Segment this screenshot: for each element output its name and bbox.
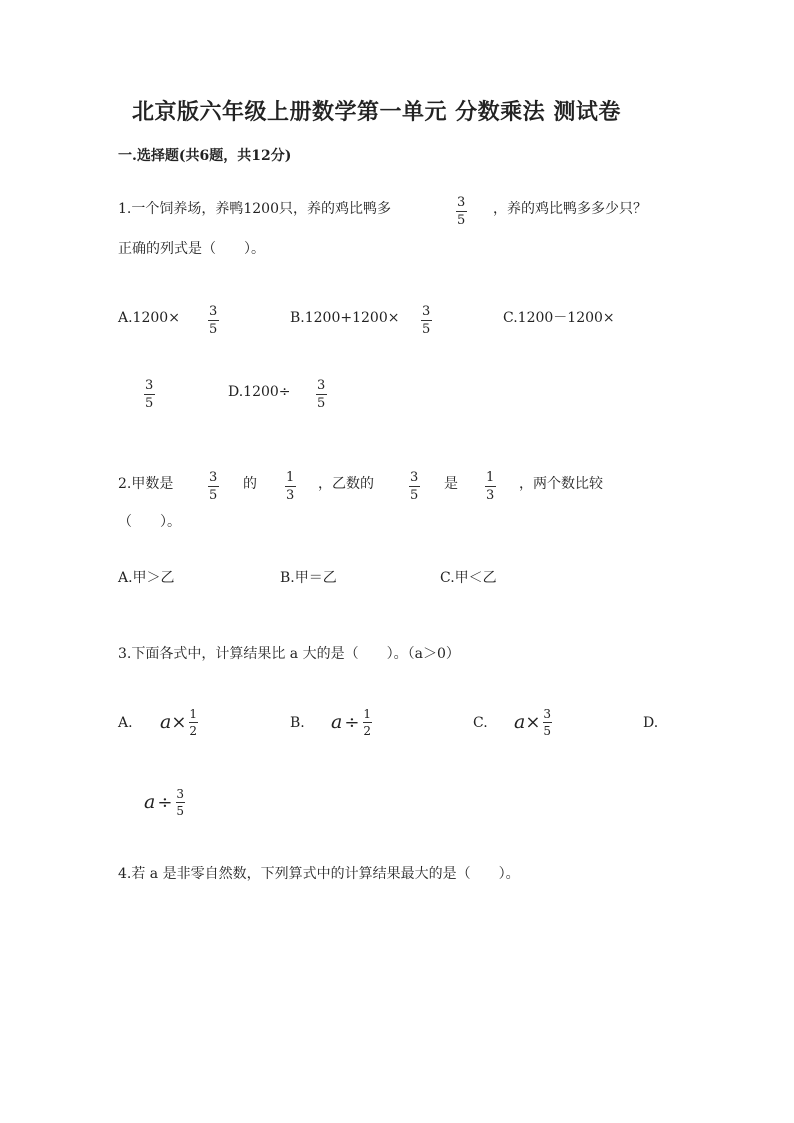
q2-stem-mid: ，乙数的: [318, 476, 374, 492]
page-title: 北京版六年级上册数学第一单元 分数乘法 测试卷: [132, 99, 621, 125]
q2-option-c[interactable]: C.甲＜乙: [440, 570, 497, 586]
section-heading: 一.选择题(共6题，共12分): [118, 148, 292, 164]
q1-option-a-fraction: 3 5: [209, 304, 218, 337]
q2-fraction-3-5-a: 3 5: [209, 470, 218, 503]
q3-option-d-label[interactable]: D.: [643, 715, 659, 731]
q1-fraction-3-5: 3 5: [457, 195, 466, 228]
q2-stem-line2: （ ）。: [118, 514, 181, 530]
q1-option-d-fraction: 3 5: [317, 378, 326, 411]
q3-option-d-expression: a ÷ $\frac{3}{5}$: [144, 787, 185, 818]
q1-option-d[interactable]: D.1200÷: [228, 384, 291, 400]
q4-stem: 4.若 a 是非零自然数，下列算式中的计算结果最大的是（ ）。: [118, 866, 520, 882]
q3-option-c-expression: a × $\frac{3}{5}$: [514, 707, 552, 738]
q3-option-c-label[interactable]: C.: [473, 715, 488, 731]
q3-stem: 3.下面各式中，计算结果比 a 大的是（ ）。（a＞0）: [118, 646, 460, 662]
q1-stem-part1: 1.一个饲养场，养鸭1200只，养的鸡比鸭多: [118, 201, 391, 217]
q2-stem-suffix: ，两个数比较: [519, 476, 603, 492]
q2-fraction-3-5-b: 3 5: [410, 470, 419, 503]
q2-stem-de: 的: [243, 476, 257, 492]
q3-option-a-expression: a × $\frac{1}{2}$: [160, 707, 198, 738]
q3-option-b-label[interactable]: B.: [290, 715, 305, 731]
q1-option-c-fraction: 3 5: [145, 378, 154, 411]
q1-option-a[interactable]: A.1200×: [118, 310, 180, 326]
q1-option-c[interactable]: C.1200－1200×: [503, 310, 615, 326]
q2-fraction-1-3-a: 1 3: [286, 470, 295, 503]
q3-option-a-label[interactable]: A.: [118, 715, 133, 731]
q1-stem-line2: 正确的列式是（ ）。: [118, 241, 265, 257]
q2-option-b[interactable]: B.甲＝乙: [280, 570, 337, 586]
q2-fraction-1-3-b: 1 3: [486, 470, 495, 503]
q2-option-a[interactable]: A.甲＞乙: [118, 570, 175, 586]
q1-option-b[interactable]: B.1200+1200×: [290, 310, 400, 326]
q3-option-b-expression: a ÷ $\frac{1}{2}$: [331, 707, 372, 738]
q2-stem-shi: 是: [444, 476, 458, 492]
q2-stem-prefix: 2.甲数是: [118, 476, 174, 492]
q1-option-b-fraction: 3 5: [422, 304, 431, 337]
q1-stem-part2: ，养的鸡比鸭多多少只？: [493, 201, 647, 217]
